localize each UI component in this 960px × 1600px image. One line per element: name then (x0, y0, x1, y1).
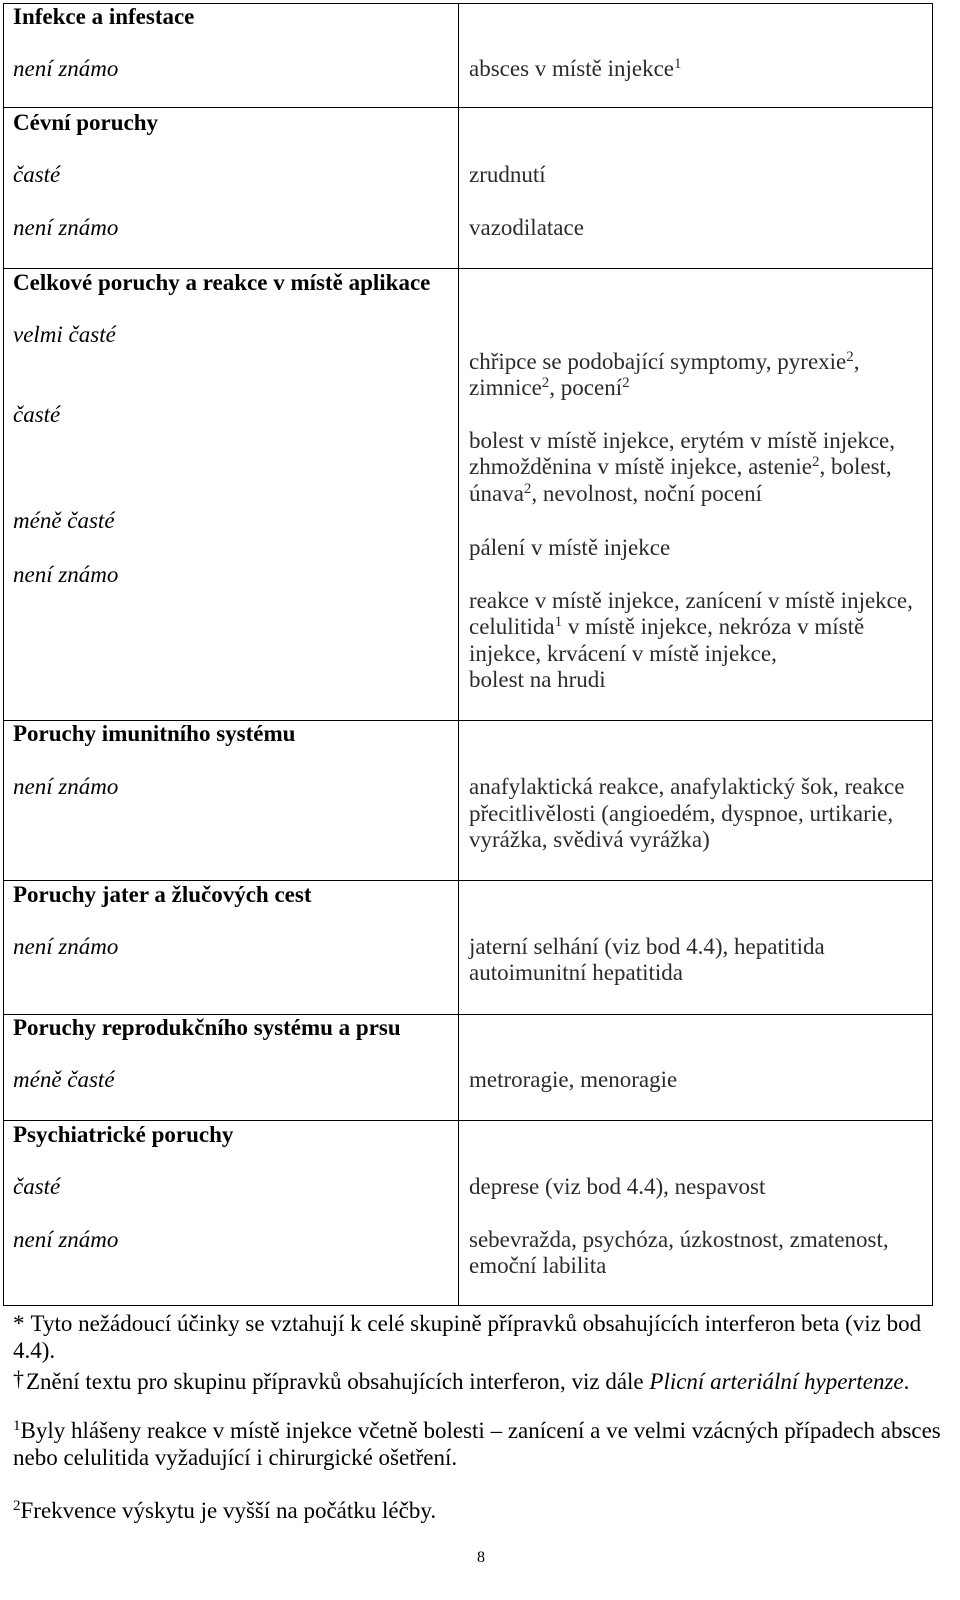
footnote-ref: 1 (554, 614, 563, 630)
effect-text: chřipce se podobající symptomy, pyrexie (469, 349, 847, 374)
effect-text: v místě injekce, nekróza v místě (562, 614, 865, 639)
footnote-ref: 2 (523, 481, 532, 497)
adverse-effect-line: vazodilatace (469, 215, 584, 240)
asterisk-mark: * (13, 1311, 25, 1336)
frequency-label: není známo (13, 56, 119, 81)
effect-text: , nevolnost, noční pocení (531, 481, 763, 506)
footnote-text-end: . (903, 1369, 910, 1394)
table-border-right (932, 3, 933, 1306)
footnote-ref: 2 (846, 349, 854, 365)
adverse-effect-line: jaterní selhání (viz bod 4.4), hepatitida (469, 934, 825, 959)
footnote-text: Tyto nežádoucí účinky se vztahují k celé skupině přípravků obsahujících interferon beta (viz bod (30, 1311, 922, 1336)
adverse-effect-line (469, 614, 864, 641)
frequency-label: není známo (13, 215, 119, 240)
adverse-effect-line: deprese (viz bod 4.4), nespavost (469, 1174, 766, 1199)
section-reference: Plicní arteriální hypertenze (649, 1369, 904, 1394)
section-title-general-disorders: Celkové poruchy a reakce v místě aplikace (13, 270, 431, 295)
footnote-text: Byly hlášeny reakce v místě injekce včetně bolesti – zanícení a ve velmi vzácných případech absces (20, 1418, 941, 1443)
section-title-vascular: Cévní poruchy (13, 110, 159, 135)
adverse-effect-line (469, 375, 630, 402)
section-title-hepatobiliary: Poruchy jater a žlučových cest (13, 882, 312, 907)
frequency-label: časté (13, 1174, 61, 1199)
footnote-group-text (13, 1366, 909, 1393)
frequency-label: méně časté (13, 1067, 115, 1092)
footnote-2 (13, 1498, 436, 1525)
row-divider (3, 880, 933, 881)
section-title-psychiatric: Psychiatrické poruchy (13, 1122, 234, 1147)
footnote-class-effects-continued: 4.4). (13, 1338, 56, 1363)
page-number: 8 (477, 1549, 485, 1566)
effect-text: absces v místě injekce (469, 56, 675, 81)
footnote-class-effects (13, 1311, 921, 1338)
effect-text: únava (469, 481, 524, 506)
adverse-effect-line: reakce v místě injekce, zanícení v místě injekce, (469, 588, 913, 613)
footnote-ref: 1 (674, 56, 682, 72)
adverse-effect-line: bolest v místě injekce, erytém v místě injekce, (469, 428, 896, 453)
adverse-effect-line: metroragie, menoragie (469, 1067, 678, 1092)
adverse-effect-line: anafylaktická reakce, anafylaktický šok, reakce (469, 774, 905, 799)
adverse-effect-line: sebevražda, psychóza, úzkostnost, zmatenost, (469, 1227, 889, 1252)
section-title-infections: Infekce a infestace (13, 4, 195, 29)
table-border-left (3, 3, 4, 1306)
frequency-label: není známo (13, 774, 119, 799)
adverse-effect-line: zrudnutí (469, 162, 546, 187)
adverse-effect-line (469, 454, 892, 481)
footnote-text: Znění textu pro skupinu přípravků obsahujících interferon, viz dále (26, 1369, 650, 1394)
adverse-effect-line (469, 481, 762, 508)
adverse-effect-line: injekce, krvácení v místě injekce, (469, 641, 777, 666)
adverse-effect-line: bolest na hrudi (469, 667, 606, 692)
footnote-number: 1 (13, 1418, 21, 1434)
footnote-ref: 2 (811, 454, 820, 470)
effect-text: , bolest, (819, 454, 892, 479)
column-divider (458, 3, 459, 1306)
frequency-label: není známo (13, 1227, 119, 1252)
frequency-label: velmi časté (13, 322, 116, 347)
footnote-ref: 2 (622, 375, 630, 391)
section-title-immune: Poruchy imunitního systému (13, 721, 296, 746)
adverse-effect-line: vyrážka, svědivá vyrážka) (469, 827, 710, 852)
row-divider (3, 107, 933, 108)
effect-text: zimnice (469, 375, 542, 400)
footnote-1 (13, 1418, 941, 1445)
row-divider (3, 1120, 933, 1121)
section-title-reproductive: Poruchy reprodukčního systému a prsu (13, 1015, 401, 1040)
adverse-effect-line: emoční labilita (469, 1253, 607, 1278)
effect-text: zhmožděnina v místě injekce, astenie (469, 454, 812, 479)
adverse-effect-line: autoimunitní hepatitida (469, 960, 683, 985)
frequency-label: není známo (13, 934, 119, 959)
adverse-effect-line: pálení v místě injekce (469, 535, 671, 560)
footnote-1-continued: nebo celulitida vyžadující i chirurgické ošetření. (13, 1445, 458, 1470)
adverse-effect-line (469, 349, 860, 376)
dagger-mark: † (13, 1366, 24, 1391)
adverse-effect-line (469, 56, 682, 83)
table-border-bottom (3, 1305, 933, 1306)
frequency-label: časté (13, 402, 61, 427)
footnote-text: Frekvence výskytu je vyšší na počátku léčby. (20, 1498, 437, 1523)
effect-text: celulitida (469, 614, 555, 639)
frequency-label: není známo (13, 562, 119, 587)
frequency-label: méně časté (13, 508, 115, 533)
footnote-number: 2 (13, 1498, 21, 1514)
frequency-label: časté (13, 162, 61, 187)
row-divider (3, 268, 933, 269)
footnote-ref: 2 (541, 375, 550, 391)
adverse-effect-line: přecitlivělosti (angioedém, dyspnoe, urtikarie, (469, 801, 894, 826)
effect-text: , (853, 349, 860, 374)
effect-text: , pocení (549, 375, 623, 400)
